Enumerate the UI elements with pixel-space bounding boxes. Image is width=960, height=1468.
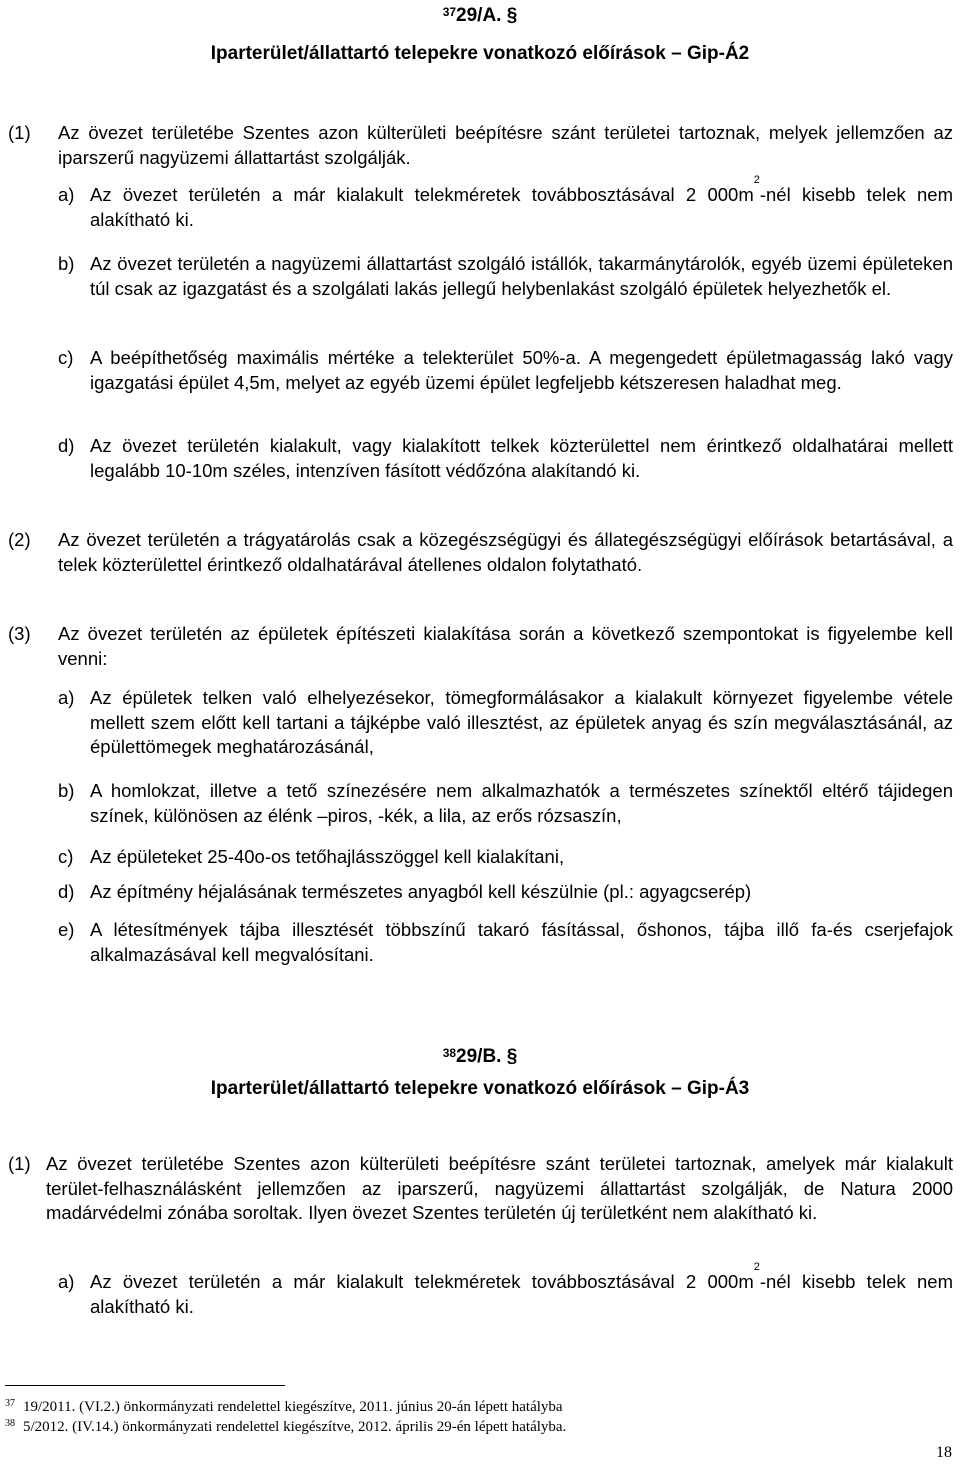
footnote-ref-37: 37 (442, 5, 457, 19)
paragraph-3-29a (8, 622, 953, 671)
point-label: c) (58, 347, 74, 368)
paragraph-number: (1) (8, 1153, 31, 1174)
paragraph-text: Az övezet területén a trágyatárolás csak a közegészségügyi és állategészségügyi előírások betartásával, a telek közterülettel érintkező oldalhatárával átellenes oldalon folytatható. (58, 529, 953, 575)
footnote-37 (5, 1398, 905, 1416)
paragraph-1-29b (8, 1152, 953, 1226)
footnote-separator (5, 1385, 285, 1386)
point-text: Az épületeket 25-40o-os tetőhajlásszöggel kell kialakítani, (90, 846, 565, 867)
point-label: c) (58, 846, 74, 867)
point-label: b) (58, 780, 75, 801)
point-c-29a-3 (58, 845, 953, 870)
point-label: e) (58, 919, 75, 940)
point-label: a) (58, 184, 75, 205)
point-label: d) (58, 881, 75, 902)
point-text: Az övezet területén kialakult, vagy kialakított telkek közterülettel nem érintkező oldalhatárai mellett legalább 10-10m széles, intenzíven fásított védőzóna alakítandó ki. (90, 435, 953, 481)
section-number-text: 29/A. § (456, 5, 518, 26)
point-text: A homlokzat, illetve a tető színezésére nem alkalmazhatók a természetes színektől eltérő tájidegen színek, különösen az élénk –piros, -kék, a lila, az erős rózsaszín, (90, 780, 953, 826)
point-a-29b-1 (58, 1261, 953, 1319)
point-text: Az övezet területén a nagyüzemi állattartást szolgáló istállók, takarmánytárolók, egyéb üzemi épületeken túl csak az igazgatást és a szolgálati lakás jellegű helybenlakást szolgáló épületek helyezhetők el. (90, 253, 953, 299)
paragraph-number: (1) (8, 122, 31, 143)
point-label: a) (58, 687, 75, 708)
point-text: Az övezet területén a már kialakult telekméretek továbbosztásával 2 $000m^2$-nél kisebb telek nem alakítható ki. (90, 1261, 953, 1317)
point-label: d) (58, 435, 75, 456)
paragraph-2-29a (8, 528, 953, 577)
point-text: A beépíthetőség maximális mértéke a telekterület 50%-a. A megengedett épületmagasság lakó vagy igazgatási épület 4,5m, melyet az egyéb üzemi épület legfeljebb kétszeresen haladhat meg. (90, 347, 953, 393)
footnote-text: 19/2011. (VI.2.) önkormányzati rendelettel kiegészítve, 2011. június 20-án lépett hatályba (23, 1399, 563, 1415)
footnote-ref: 37 (5, 1398, 15, 1409)
point-text: Az övezet területén a már kialakult telekméretek továbbosztásával 2 $000m^2$-nél kisebb telek nem alakítható ki. (90, 174, 953, 230)
point-e-29a-3 (58, 918, 953, 967)
point-d-29a-3 (58, 880, 953, 905)
point-text: A létesítmények tájba illesztését többszínű takaró fásítással, őshonos, tájba illő fa-és cserjefajok alkalmazásával kell megvalósítani. (90, 919, 953, 965)
point-text: Az épületek telken való elhelyezésekor, tömegformálásakor a kialakult környezet figyelembe vétele mellett szem előtt kell tartani a tájképbe való illesztést, az épületek anyag és szín megválasztásánál, az épülettömegek meghatározásánál, (90, 687, 953, 757)
point-c-29a-1 (58, 346, 953, 395)
paragraph-text: Az övezet területébe Szentes azon külterületi beépítésre szánt területei tartoznak, melyek jellemzően az iparszerű nagyüzemi állattartást szolgálják. (58, 122, 953, 168)
section-number-29a (0, 4, 960, 29)
point-label: a) (58, 1271, 75, 1292)
paragraph-number: (3) (8, 623, 31, 644)
footnote-text: 5/2012. (IV.14.) önkormányzati rendelettel kiegészítve, 2012. április 29-én lépett hatályba. (23, 1419, 567, 1435)
footnote-ref: 38 (5, 1418, 15, 1429)
point-a-29a-1 (58, 174, 953, 232)
footnote-ref-38: 38 (442, 1046, 457, 1060)
page-number: 18 (936, 1444, 952, 1461)
point-d-29a-1 (58, 434, 953, 483)
point-a-29a-3 (58, 686, 953, 760)
paragraph-number: (2) (8, 529, 31, 550)
section-number-29b (0, 1045, 960, 1070)
section-title-29a: Iparterület/állattartó telepekre vonatkozó előírások – Gip-Á2 (210, 43, 750, 64)
point-b-29a-1 (58, 252, 953, 301)
point-text: Az építmény héjalásának természetes anyagból kell készülnie (pl.: agyagcserép) (90, 881, 752, 902)
footnote-38 (5, 1418, 905, 1436)
section-title-29b: Iparterület/állattartó telepekre vonatkozó előírások – Gip-Á3 (210, 1078, 750, 1099)
point-label: b) (58, 253, 75, 274)
paragraph-text: Az övezet területébe Szentes azon külterületi beépítésre szánt területei tartoznak, amelyek már kialakult terület-felhasználásként jellemzően az iparszerű, nagyüzemi állattartást szolgálják, de Natura 2000 madárvédelmi zónába soroltak. Ilyen övezet Szentes területén új területként nem alakítható ki. (46, 1153, 953, 1223)
paragraph-text: Az övezet területén az épületek építészeti kialakítása során a következő szempontokat is figyelembe kell venni: (58, 623, 953, 669)
paragraph-1-29a (8, 121, 953, 170)
point-b-29a-3 (58, 779, 953, 828)
section-number-text: 29/B. § (456, 1046, 518, 1067)
